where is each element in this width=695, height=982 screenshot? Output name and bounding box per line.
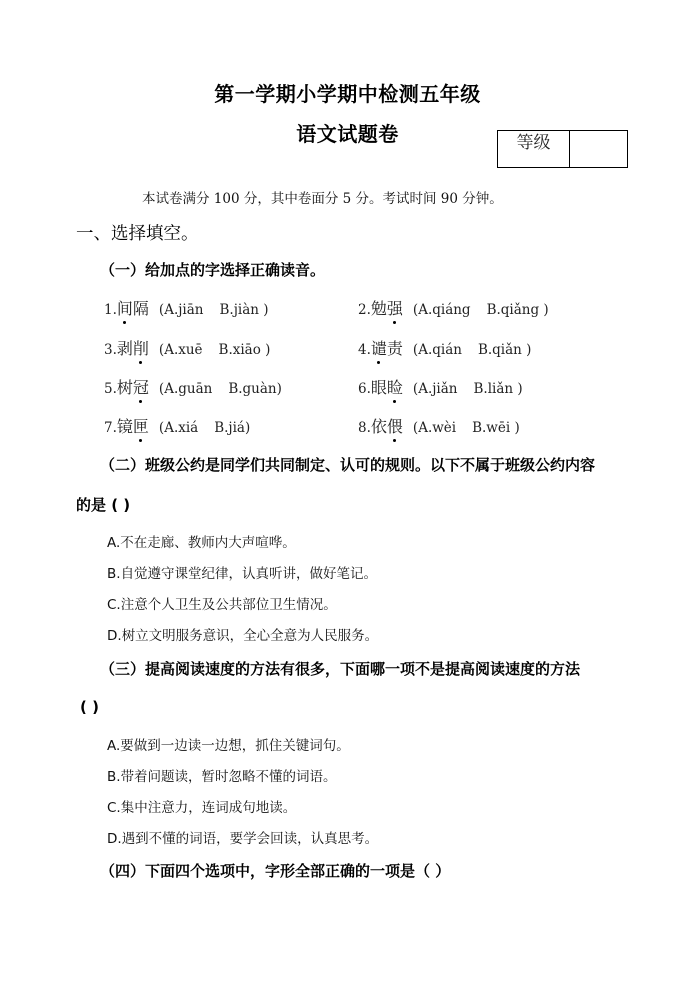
question-number: 5. — [104, 381, 117, 397]
part1-heading: （一）给加点的字选择正确读音。 — [100, 261, 326, 279]
exam-instructions: 本试卷满分 100 分，其中卷面分 5 分。考试时间 90 分钟。 — [142, 191, 503, 207]
option-b: B.guàn) — [228, 381, 282, 397]
option-letter: C. — [107, 597, 121, 613]
character: 树 — [116, 378, 133, 397]
option-text: 注意个人卫生及公共部位卫生情况。 — [120, 597, 337, 613]
part3-option-a — [107, 734, 350, 754]
option-text: 遇到不懂的词语，要学会回读，认真思考。 — [121, 831, 379, 847]
character: 剥 — [116, 339, 133, 358]
option-b: B.jiá) — [214, 420, 251, 436]
pinyin-question — [358, 336, 531, 359]
section-heading: 一、选择填空。 — [76, 224, 199, 244]
option-text: 要做到一边读一边想，抓住关键词句。 — [120, 738, 350, 754]
option-letter: A. — [107, 535, 121, 551]
part2-option-d — [107, 624, 378, 644]
part3-heading-continued: ( ) — [80, 698, 99, 716]
part2-option-a — [107, 531, 296, 551]
option-b: B.wēi ) — [472, 420, 520, 436]
option-text: 集中注意力，连词成句地读。 — [120, 800, 297, 816]
grade-box — [497, 130, 628, 168]
question-word — [371, 336, 403, 359]
pinyin-question — [104, 336, 270, 359]
part3-option-d — [107, 827, 378, 847]
dotted-character: 冠 — [133, 375, 149, 398]
question-number: 8. — [358, 420, 371, 436]
part3-heading: （三）提高阅读速度的方法有很多，下面哪一项不是提高阅读速度的方法 — [100, 660, 581, 678]
part2-heading: （二）班级公约是同学们共同制定、认可的规则。以下不属于班级公约内容 — [100, 456, 596, 474]
question-word — [117, 296, 149, 319]
part4-heading: （四）下面四个选项中，字形全部正确的一项是（ ） — [100, 862, 451, 880]
option-text: 树立文明服务意识，全心全意为人民服务。 — [121, 628, 379, 644]
question-number: 2. — [358, 302, 371, 318]
part3-option-b — [107, 765, 337, 785]
part2-heading-continued: 的是 ( ) — [76, 496, 131, 514]
option-letter: D. — [107, 831, 122, 847]
option-text: 自觉遵守课堂纪律，认真听讲，做好笔记。 — [120, 566, 378, 582]
question-number: 6. — [358, 381, 371, 397]
question-number: 3. — [104, 342, 117, 358]
question-word — [117, 336, 149, 359]
option-letter: A. — [107, 738, 121, 754]
option-a: (A.wèi — [412, 420, 457, 436]
option-b: B.qiǎng ) — [486, 302, 549, 318]
option-a: (A.guān — [158, 381, 213, 397]
option-a: (A.jiǎn — [412, 381, 458, 397]
dotted-character: 强 — [387, 296, 403, 319]
question-word — [117, 414, 149, 437]
option-a: (A.xiá — [158, 420, 199, 436]
option-letter: B. — [107, 566, 121, 582]
option-a: (A.qiáng — [412, 302, 471, 318]
pinyin-question — [358, 414, 520, 437]
option-b: B.liǎn ) — [473, 381, 523, 397]
grade-value — [570, 131, 627, 167]
option-text: 带着问题读，暂时忽略不懂的词语。 — [120, 769, 337, 785]
grade-label: 等级 — [498, 131, 570, 167]
option-letter: B. — [107, 769, 121, 785]
option-b: B.xiāo ) — [218, 342, 271, 358]
dotted-character: 睑 — [387, 375, 403, 398]
dotted-character: 削 — [133, 336, 149, 359]
pinyin-question — [358, 296, 549, 319]
exam-subtitle: 语文试题卷 — [296, 122, 399, 146]
option-a: (A.jiān — [158, 302, 204, 318]
pinyin-question — [104, 296, 269, 319]
option-b: B.qiǎn ) — [477, 342, 532, 358]
option-letter: D. — [107, 628, 122, 644]
part3-option-c — [107, 796, 296, 816]
question-word — [371, 296, 403, 319]
question-word — [371, 375, 403, 398]
question-word — [371, 414, 403, 437]
dotted-character: 间 — [117, 296, 133, 319]
option-letter: C. — [107, 800, 121, 816]
character: 勉 — [370, 299, 387, 318]
question-word — [117, 375, 149, 398]
option-text: 不在走廊、教师内大声喧哗。 — [120, 535, 296, 551]
question-number: 7. — [104, 420, 117, 436]
part2-option-c — [107, 593, 337, 613]
character: 眼 — [370, 378, 387, 397]
character: 隔 — [132, 299, 149, 318]
pinyin-question — [104, 375, 282, 398]
pinyin-question — [104, 414, 250, 437]
dotted-character: 谴 — [371, 336, 387, 359]
option-a: (A.xuē — [158, 342, 203, 358]
character: 依 — [370, 417, 387, 436]
question-number: 4. — [358, 342, 371, 358]
option-a: (A.qián — [412, 342, 462, 358]
part2-option-b — [107, 562, 377, 582]
dotted-character: 匣 — [133, 414, 149, 437]
option-b: B.jiàn ) — [219, 302, 269, 318]
question-number: 1. — [104, 302, 117, 318]
character: 镜 — [116, 417, 133, 436]
exam-title: 第一学期小学期中检测五年级 — [214, 82, 481, 106]
character: 责 — [386, 339, 403, 358]
pinyin-question — [358, 375, 523, 398]
dotted-character: 偎 — [387, 414, 403, 437]
